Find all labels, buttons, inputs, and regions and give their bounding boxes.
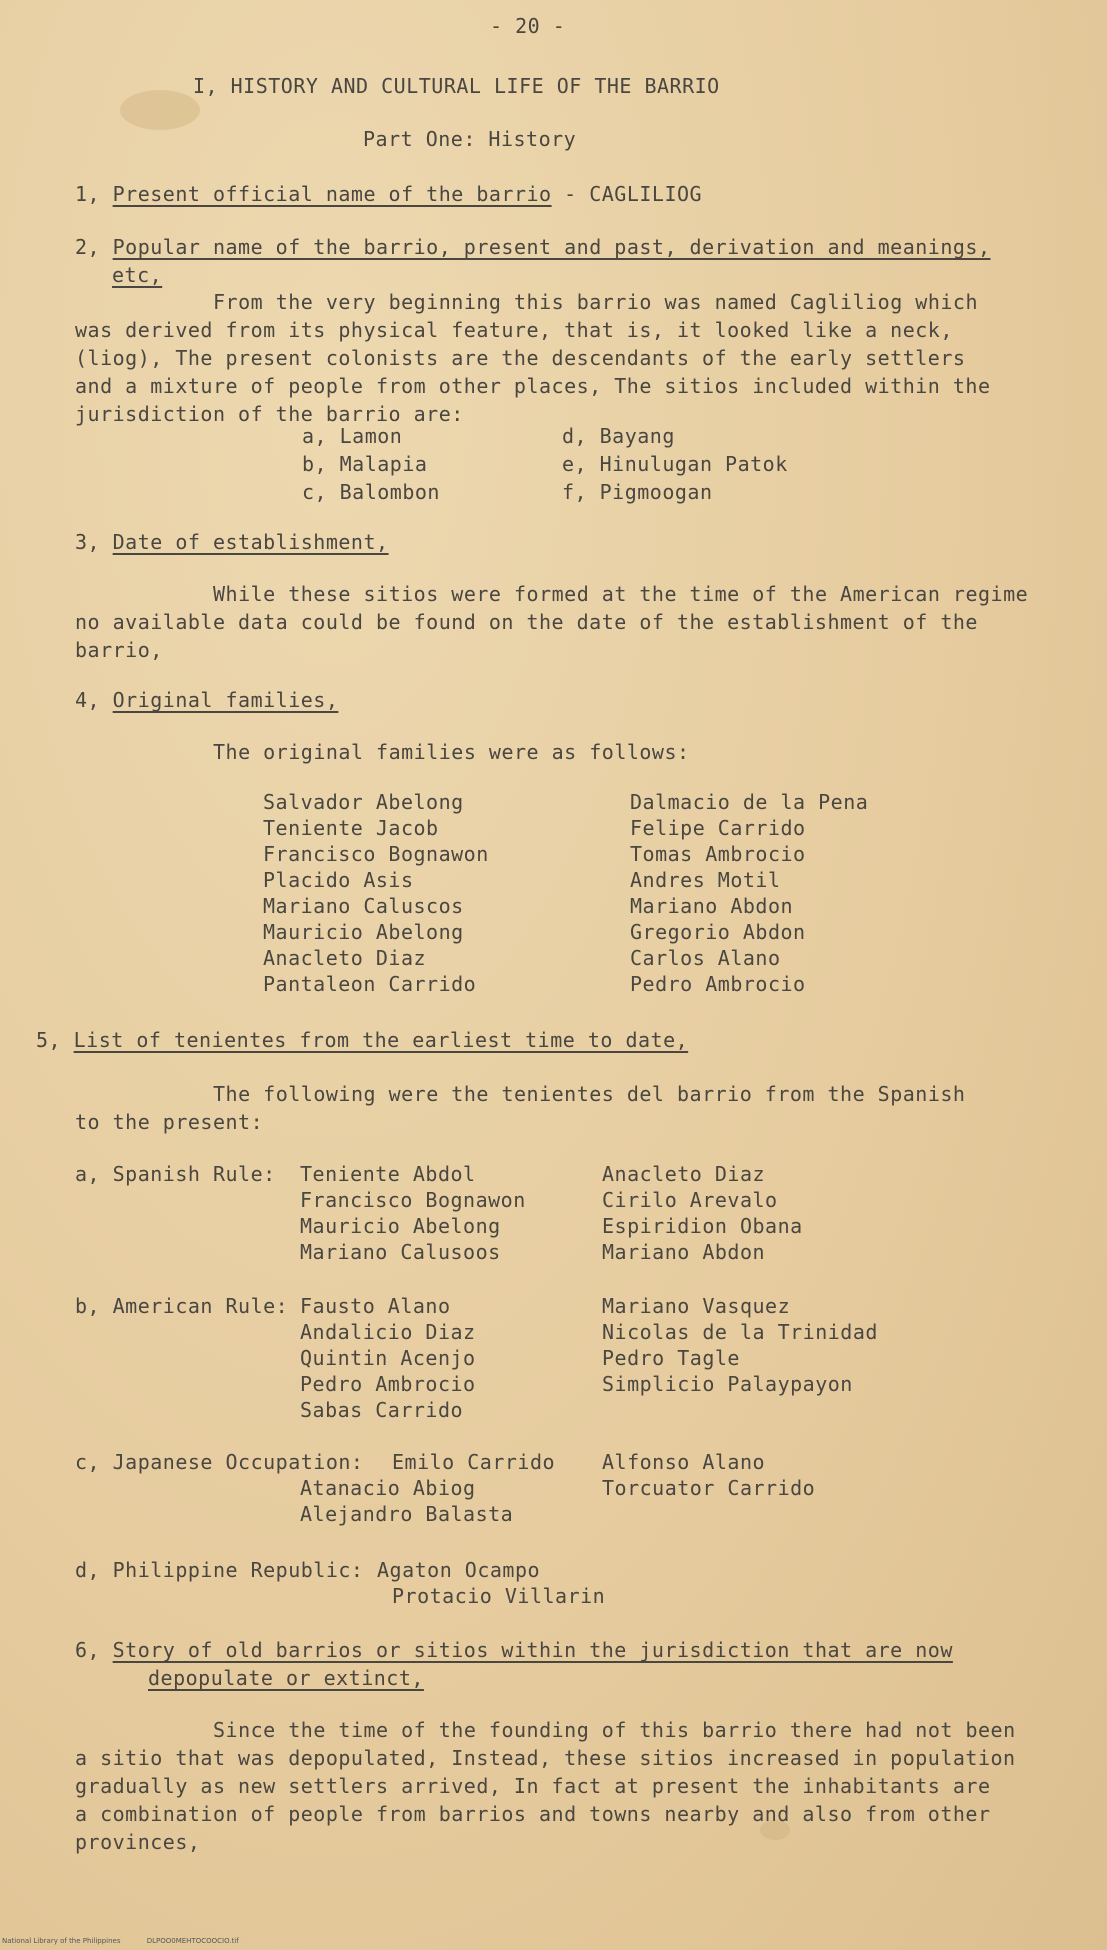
family-name: Pantaleon Carrido: [263, 972, 477, 996]
teniente-name: Espiridion Obana: [602, 1214, 803, 1238]
section-1: [75, 180, 702, 208]
paragraph-line: jurisdiction of the barrio are:: [75, 402, 464, 426]
section-3-heading: [75, 528, 389, 556]
family-name: Salvador Abelong: [263, 790, 464, 814]
section-heading: Story of old barrios or sitios within the jurisdiction that are now: [112, 1638, 953, 1662]
teniente-name: Simplicio Palaypayon: [602, 1372, 853, 1396]
paragraph-line: a sitio that was depopulated, Instead, these sitios increased in population: [75, 1746, 1016, 1770]
period-label: a, Spanish Rule:: [75, 1162, 276, 1186]
library-credit: National Library of the Philippines: [2, 1937, 121, 1945]
teniente-name: Sabas Carrido: [300, 1398, 464, 1422]
teniente-name: Alejandro Balasta: [300, 1502, 514, 1526]
sitio-item: a, Lamon: [302, 424, 403, 448]
teniente-name: Teniente Abdol: [300, 1162, 476, 1186]
paper-stain: [120, 90, 200, 130]
teniente-name: Torcuator Carrido: [602, 1476, 816, 1500]
teniente-name: Cirilo Arevalo: [602, 1188, 778, 1212]
section-heading: Popular name of the barrio, present and past, derivation and meanings,: [112, 235, 991, 259]
family-name: Andres Motil: [630, 868, 781, 892]
teniente-name: Mariano Calusoos: [300, 1240, 501, 1264]
paragraph-line: barrio,: [75, 638, 163, 662]
teniente-name: Agaton Ocampo: [377, 1558, 541, 1582]
document-title: I, HISTORY AND CULTURAL LIFE OF THE BARRIO: [193, 74, 720, 98]
part-heading: Part One: History: [363, 127, 577, 151]
paragraph-line: The original families were as follows:: [213, 740, 690, 764]
section-number: 1,: [75, 182, 101, 206]
family-name: Mariano Caluscos: [263, 894, 464, 918]
paragraph-line: Since the time of the founding of this barrio there had not been: [213, 1718, 1016, 1742]
teniente-name: Mauricio Abelong: [300, 1214, 501, 1238]
family-name: Placido Asis: [263, 868, 414, 892]
paragraph-line: (liog), The present colonists are the descendants of the early settlers: [75, 346, 966, 370]
family-name: Mariano Abdon: [630, 894, 794, 918]
file-name: DLPOO0MEHTOCOOCIO.tif: [146, 1937, 239, 1945]
teniente-name: Nicolas de la Trinidad: [602, 1320, 878, 1344]
section-6-heading: [75, 1636, 953, 1664]
family-name: Pedro Ambrocio: [630, 972, 806, 996]
family-name: Mauricio Abelong: [263, 920, 464, 944]
teniente-name: Andalicio Diaz: [300, 1320, 476, 1344]
period-label: b, American Rule:: [75, 1294, 289, 1318]
paragraph-line: From the very beginning this barrio was named Cagliliog which: [213, 290, 979, 314]
section-number: 5,: [36, 1028, 62, 1052]
family-name: Tomas Ambrocio: [630, 842, 806, 866]
teniente-name: Alfonso Alano: [602, 1450, 766, 1474]
teniente-name: Protacio Villarin: [392, 1584, 606, 1608]
section-heading-cont: depopulate or extinct,: [148, 1666, 424, 1690]
section-5-heading: [36, 1026, 688, 1054]
sitio-item: d, Bayang: [562, 424, 675, 448]
paragraph-line: and a mixture of people from other places, The sitios included within the: [75, 374, 991, 398]
teniente-name: Mariano Abdon: [602, 1240, 766, 1264]
section-number: 4,: [75, 688, 101, 712]
section-heading-cont: etc,: [112, 263, 163, 287]
sitio-item: b, Malapia: [302, 452, 428, 476]
paragraph-line: no available data could be found on the date of the establishment of the: [75, 610, 978, 634]
teniente-name: Mariano Vasquez: [602, 1294, 791, 1318]
period-label: c, Japanese Occupation:: [75, 1450, 364, 1474]
sitio-item: f, Pigmoogan: [562, 480, 713, 504]
section-heading: Present official name of the barrio: [112, 182, 552, 206]
teniente-name: Francisco Bognawon: [300, 1188, 526, 1212]
family-name: Teniente Jacob: [263, 816, 439, 840]
section-heading: List of tenientes from the earliest time to date,: [73, 1028, 689, 1052]
family-name: Francisco Bognawon: [263, 842, 489, 866]
paragraph-line: The following were the tenientes del barrio from the Spanish: [213, 1082, 966, 1106]
family-name: Felipe Carrido: [630, 816, 806, 840]
family-name: Dalmacio de la Pena: [630, 790, 869, 814]
paragraph-line: provinces,: [75, 1830, 201, 1854]
section-number: 2,: [75, 235, 101, 259]
section-2-heading: [75, 233, 991, 261]
section-number: 3,: [75, 530, 101, 554]
period-label: d, Philippine Republic:: [75, 1558, 364, 1582]
paragraph-line: was derived from its physical feature, that is, it looked like a neck,: [75, 318, 953, 342]
section-number: 6,: [75, 1638, 101, 1662]
teniente-name: Emilo Carrido: [392, 1450, 556, 1474]
section-4-heading: [75, 686, 338, 714]
paragraph-line: a combination of people from barrios and towns nearby and also from other: [75, 1802, 991, 1826]
paragraph-line: to the present:: [75, 1110, 264, 1134]
paragraph-line: While these sitios were formed at the time of the American regime: [213, 582, 1029, 606]
family-name: Carlos Alano: [630, 946, 781, 970]
paragraph-line: gradually as new settlers arrived, In fact at present the inhabitants are: [75, 1774, 991, 1798]
family-name: Gregorio Abdon: [630, 920, 806, 944]
scan-footer: [2, 1936, 263, 1946]
page-number: - 20 -: [490, 14, 566, 38]
barrio-official-name: - CAGLILIOG: [564, 182, 703, 206]
teniente-name: Quintin Acenjo: [300, 1346, 476, 1370]
sitio-item: e, Hinulugan Patok: [562, 452, 788, 476]
teniente-name: Pedro Tagle: [602, 1346, 740, 1370]
section-heading: Date of establishment,: [112, 530, 389, 554]
teniente-name: Atanacio Abiog: [300, 1476, 476, 1500]
teniente-name: Pedro Ambrocio: [300, 1372, 476, 1396]
teniente-name: Fausto Alano: [300, 1294, 451, 1318]
section-heading: Original families,: [112, 688, 339, 712]
family-name: Anacleto Diaz: [263, 946, 427, 970]
sitio-item: c, Balombon: [302, 480, 440, 504]
teniente-name: Anacleto Diaz: [602, 1162, 766, 1186]
